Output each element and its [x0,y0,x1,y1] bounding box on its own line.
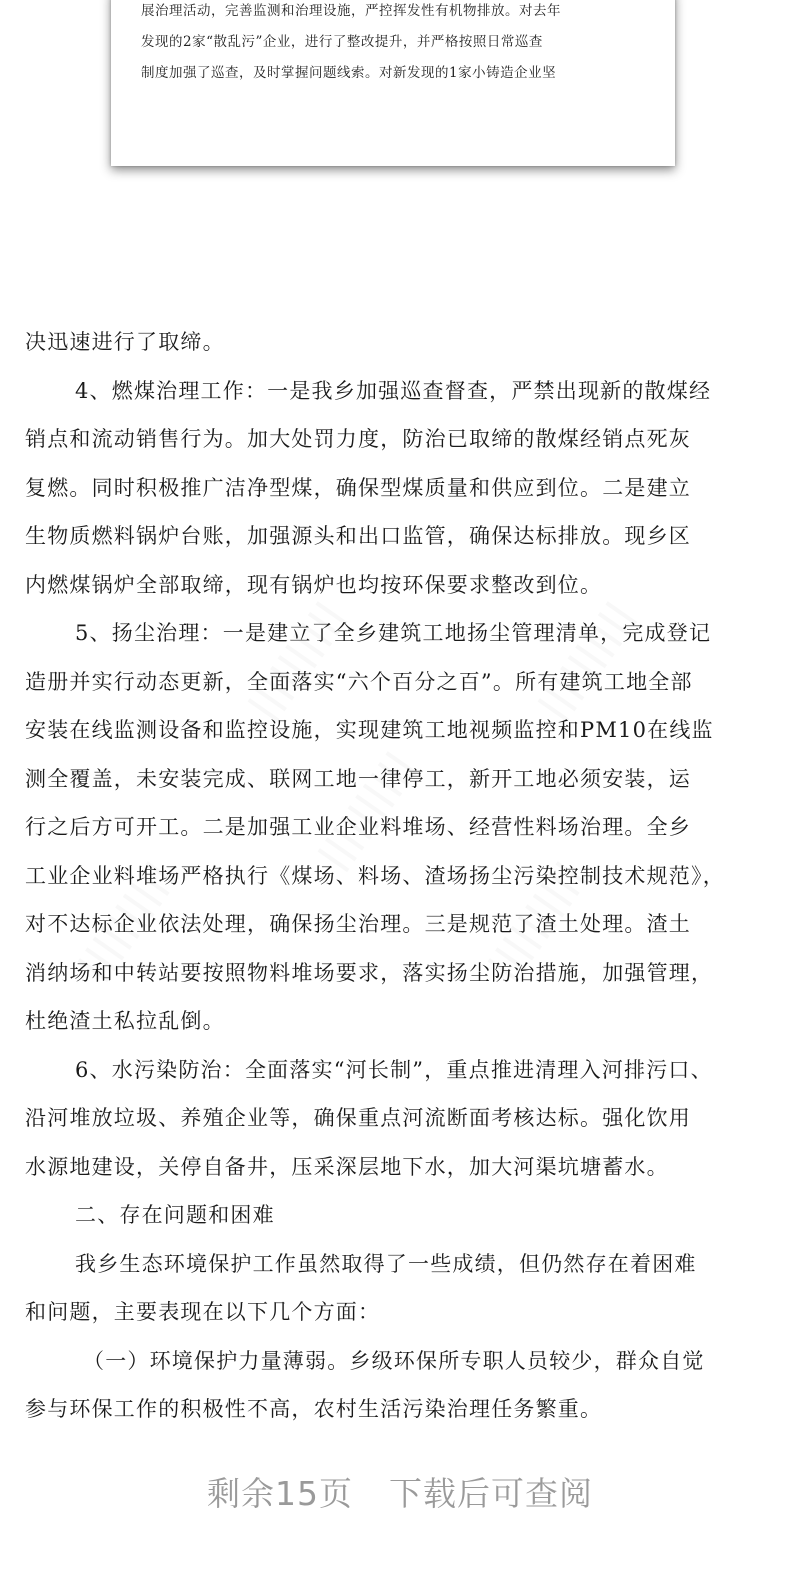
body-line: 决迅速进行了取缔。 [25,330,225,354]
body-line: 安装在线监测设备和监控设施，实现建筑工地视频监控和PM10在线监 [25,718,714,742]
download-to-view-text: 下载后可查阅 [389,1474,593,1513]
body-line: 造册并实行动态更新，全面落实“六个百分之百”。所有建筑工地全部 [25,669,693,694]
body-line: 二、存在问题和困难 [75,1203,275,1227]
body-line: 参与环保工作的积极性不高，农村生活污染治理任务繁重。 [25,1397,603,1421]
body-line: 销点和流动销售行为。加大处罚力度，防治已取缔的散煤经销点死灰 [25,427,691,451]
watermark: |||||||||| [481,854,591,987]
watermark: |||||||||| [311,744,421,877]
body-line: 行之后方可开工。二是加强工业企业料堆场、经营性料场治理。全乡 [25,815,691,839]
body-line: 内燃煤锅炉全部取缔，现有锅炉也均按环保要求整改到位。 [25,572,603,597]
body-line: 消纳场和中转站要按照物料堆场要求，落实扬尘防治措施，加强管理， [25,960,714,985]
body-line: 杜绝渣土私拉乱倒。 [25,1009,225,1033]
body-line: 复燃。同时积极推广洁净型煤，确保型煤质量和供应到位。二是建立 [25,475,691,500]
body-line: 水源地建设，关停自备井，压采深层地下水，加大河渠坑塘蓄水。 [25,1154,669,1179]
body-line: （一）环境保护力量薄弱。乡级环保所专职人员较少，群众自觉 [83,1348,705,1373]
body-line: 生物质燃料锅炉台账，加强源头和出口监管，确保达标排放。现乡区 [25,524,691,548]
preview-line: 制度加强了巡查，及时掌握问题线索。对新发现的1家小铸造企业坚 [141,65,557,81]
document-body [25,318,775,1434]
preview-page-card [111,0,675,166]
body-line: 6、水污染防治：全面落实“河长制”，重点推进清理入河排污口、 [75,1057,713,1082]
body-line: 对不达标企业依法处理，确保扬尘治理。三是规范了渣土处理。渣土 [25,912,691,936]
body-line: 我乡生态环境保护工作虽然取得了一些成绩，但仍然存在着困难 [75,1251,697,1276]
body-line: 5、扬尘治理：一是建立了全乡建筑工地扬尘管理清单，完成登记 [75,621,712,645]
preview-line: 发现的2家“散乱污”企业，进行了整改提升，并严格按照日常巡查 [141,34,543,50]
body-line: 4、燃煤治理工作：一是我乡加强巡查督查，严禁出现新的散煤经 [75,378,712,403]
preview-text [141,0,646,89]
remaining-pages-text: 剩余15页 [207,1474,353,1513]
download-notice[interactable] [0,1468,800,1515]
body-line: 沿河堆放垃圾、养殖企业等，确保重点河流断面考核达标。强化饮用 [25,1106,691,1130]
body-line: 和问题，主要表现在以下几个方面： [25,1300,381,1324]
body-line: 工业企业料堆场严格执行《煤场、料场、渣场扬尘污染控制技术规范》， [25,863,725,888]
preview-line: 展治理活动，完善监测和治理设施，严控挥发性有机物排放。对去年 [141,3,561,19]
watermark: |||||||||| [241,594,351,727]
watermark: |||||||||| [531,594,641,727]
watermark: |||||||||| [71,854,181,987]
body-line: 测全覆盖，未安装完成、联网工地一律停工，新开工地必须安装，运 [25,766,691,791]
